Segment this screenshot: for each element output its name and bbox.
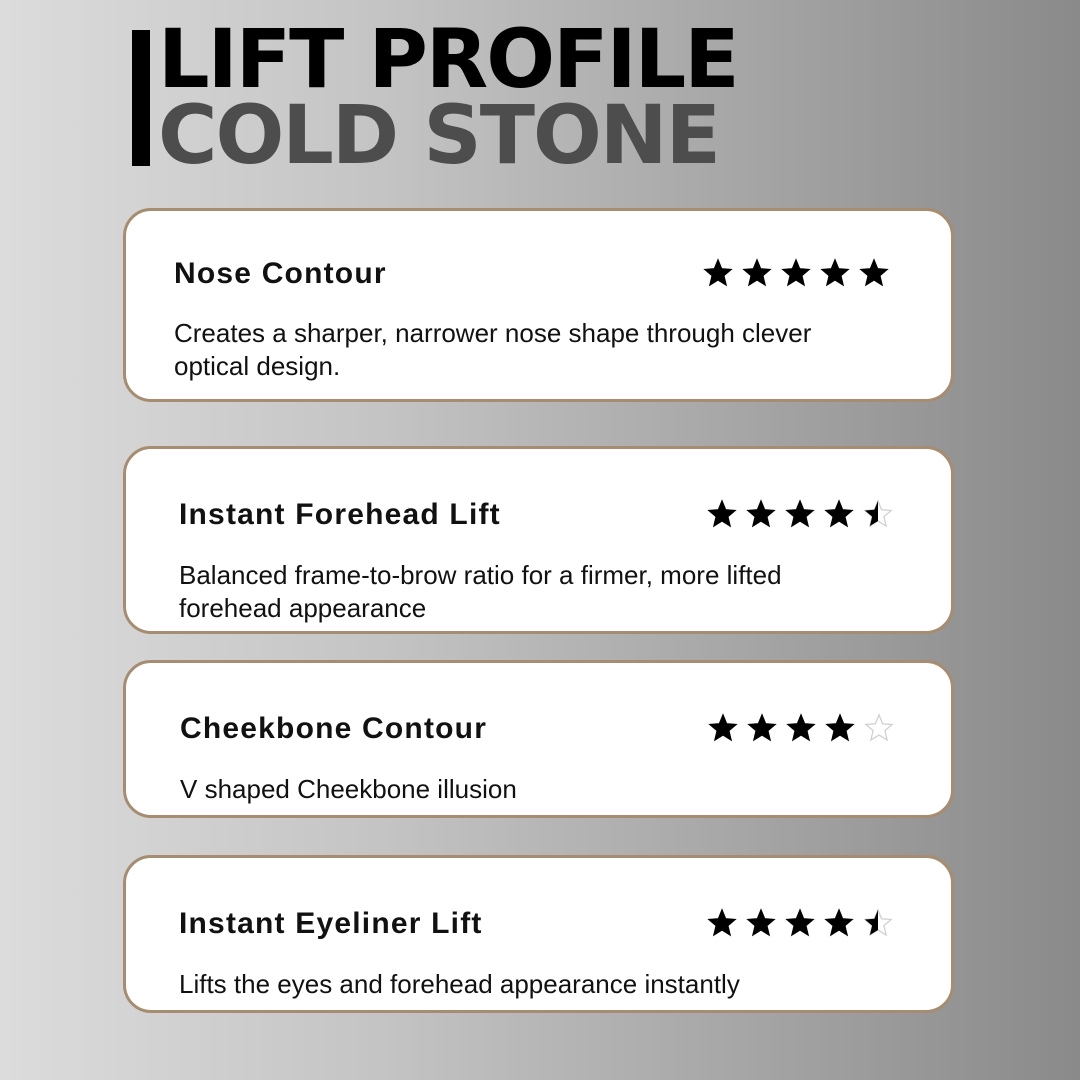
star-full-icon: [825, 713, 855, 743]
star-empty-icon: [864, 713, 894, 743]
feature-name: Instant Forehead Lift: [179, 498, 501, 531]
star-full-icon: [785, 908, 815, 938]
star-full-icon: [859, 258, 889, 288]
star-full-icon: [746, 499, 776, 529]
star-full-icon: [820, 258, 850, 288]
feature-name: Instant Eyeliner Lift: [179, 907, 483, 940]
star-full-icon: [746, 908, 776, 938]
star-full-icon: [703, 258, 733, 288]
star-half-icon: [863, 499, 893, 529]
page-title: LIFT PROFILE: [158, 13, 738, 107]
star-full-icon: [707, 908, 737, 938]
feature-description: Lifts the eyes and forehead appearance instantly: [179, 969, 740, 999]
feature-description: V shaped Cheekbone illusion: [180, 774, 517, 804]
title-accent-bar: [132, 30, 150, 166]
star-full-icon: [707, 499, 737, 529]
star-full-icon: [781, 258, 811, 288]
star-full-icon: [786, 713, 816, 743]
star-full-icon: [747, 713, 777, 743]
star-full-icon: [742, 258, 772, 288]
feature-name: Cheekbone Contour: [180, 712, 488, 745]
page-subtitle: COLD STONE: [158, 89, 719, 183]
feature-card-nose-contour: [123, 208, 954, 402]
feature-description: Creates a sharper, narrower nose shape through clever optical design.: [174, 318, 812, 381]
star-rating: [707, 499, 897, 533]
feature-card-forehead-lift: [123, 446, 954, 634]
star-rating: [707, 908, 897, 942]
star-full-icon: [785, 499, 815, 529]
feature-name: Nose Contour: [174, 257, 387, 290]
feature-card-cheekbone-contour: [123, 660, 954, 818]
feature-card-eyeliner-lift: [123, 855, 954, 1013]
star-rating: [703, 258, 893, 292]
star-half-icon: [863, 908, 893, 938]
star-rating: [708, 713, 898, 747]
star-full-icon: [824, 908, 854, 938]
feature-description: Balanced frame-to-brow ratio for a firmer, more lifted forehead appearance: [179, 560, 782, 623]
star-full-icon: [824, 499, 854, 529]
star-full-icon: [708, 713, 738, 743]
